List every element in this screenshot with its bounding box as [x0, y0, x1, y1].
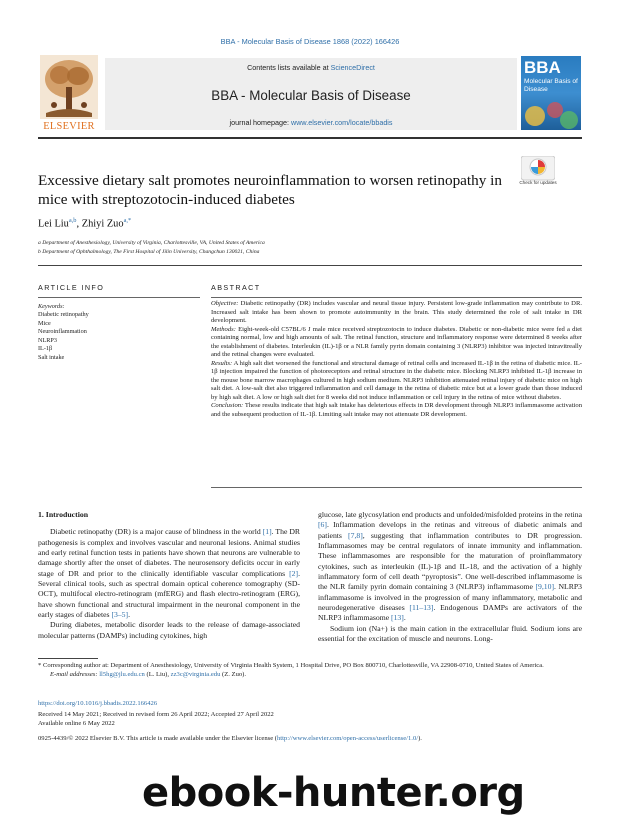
article-info-divider: [38, 297, 200, 298]
methods-text: Eight-week-old C57BL/6 J male mice received streptozotocin to induce diabetes. Diabetic or non-diabetic mice were fed a diet containing normal, low and high amounts of salt. The retinal function, structure and inflammatory response were determined 8 weeks after the establishment of diabetes. Interleukin (IL)-1β or a NLR family pyrin domain containing 3 (NLRP3) inhibitor was injected intravitreally and the retinal changes were evaluated.: [211, 325, 582, 358]
methods-label: Methods:: [211, 325, 236, 333]
received-dates: Received 14 May 2021; Received in revised form 26 April 2022; Accepted 27 April 2022: [38, 711, 274, 718]
introduction-heading: 1. Introduction: [38, 510, 89, 519]
article-info-heading: ARTICLE INFO: [38, 283, 105, 292]
keyword: IL-1β: [38, 345, 53, 353]
license-text: ).: [418, 735, 422, 742]
body-text: . Endogenous DAMPs are activators of the NLRP3 inflammasome: [318, 603, 582, 623]
elsevier-wordmark: ELSEVIER: [43, 121, 95, 132]
objective-label: Objective:: [211, 300, 239, 307]
abstract-objective: [211, 300, 582, 326]
corresponding-author-note: * Corresponding author at: Department of Anesthesiology, University of Virginia Health System, 1 Hospital Drive, PO Box 800710, Charlottesville, VA 22908-0710, United States of America.: [38, 662, 544, 669]
body-text: . Inflammation develops in the retinas and vitreous of diabetic animals and patients: [318, 520, 582, 540]
available-date: Available online 6 May 2022: [38, 719, 115, 727]
body-text: . The DR pathogenesis is complex and involves vascular and neuronal lesions. Animal studies and early retinal function tests in patients have shown that neurons are vulnerable to damage shortly after the onset of diabetes. The neurosensory deficits occur in early stage of DR and prior to the clinically identifiable vascular complications: [38, 527, 300, 578]
abstract-heading: ABSTRACT: [211, 283, 261, 292]
keyword: Salt intake: [38, 353, 65, 361]
email-owner: (Z. Zuo).: [220, 670, 247, 678]
body-text: . NLRP3 inflammasome is involved in the progression of many inflammatory, metabolic and neurodegenerative diseases: [318, 582, 582, 613]
citation-link[interactable]: [9,10]: [535, 582, 555, 592]
body-text: .: [128, 610, 131, 620]
author-affil-mark[interactable]: a,b: [68, 217, 77, 224]
abstract-conclusion: [211, 402, 582, 419]
author-name: Lei Liu: [38, 218, 69, 230]
body-text: Diabetic retinopathy (DR) is a major cause of blindness in the world: [50, 527, 263, 537]
keyword: Diabetic retinopathy: [38, 311, 89, 318]
affiliation-a: a Department of Anesthesiology, University of Virginia, Charlottesville, VA, United States of America: [38, 240, 265, 246]
intro-paragraph-1: [38, 527, 300, 620]
elsevier-tree-logo: [40, 55, 98, 131]
contents-prefix: Contents lists available at: [247, 63, 331, 72]
keywords-list: [38, 311, 89, 363]
license-text: 0925-4439/© 2022 Elsevier B.V. This article is made available under the Elsevier license (: [38, 735, 277, 742]
journal-title: BBA - Molecular Basis of Disease: [211, 88, 411, 103]
citation-link[interactable]: [11–13]: [409, 603, 434, 613]
body-text: .: [403, 613, 406, 623]
footnote: [38, 662, 582, 679]
license-link[interactable]: http://www.elsevier.com/open-access/userlicense/1.0/: [276, 735, 419, 742]
journal-cover-thumbnail[interactable]: [521, 56, 581, 130]
body-text: , suggesting that inflammation contributes to DR progression. Inflammasomes may be central regulators of innate immunity and inflammation. These inflammasomes are responsible for the maturation of proinflammatory cytokines, such as interleukin (IL)-1β and IL-18, and the activation of a highly inflammatory form of cell death “pyroptosis”. One well-described inflammasome is the NLR family pyrin domain containing 3 (NLRP3) inflammasome: [318, 530, 582, 592]
license-line: [38, 735, 422, 742]
email-line: [38, 671, 582, 680]
citation-link[interactable]: [7,8]: [348, 530, 363, 540]
body-left-column: [38, 510, 300, 641]
results-text: A high salt diet worsened the functional and structural damage of retinal cells and increased IL-1β in the retina of diabetic mice. IL-1β injection impaired the function of photoreceptors and retinal structure in the diabetic mice. Blocking NLRP3 inhibited IL-1β increase in the mouse bone marrow macrophages cultured in high sodium medium. NLRP3 inhibition attenuated retinal injury of diabetic mice on high salt diet. A low-salt diet also triggered inflammation and cell damage in the retina of diabetic mice but at a lower grade than those induced by high salt diet. A low or high salt diet for 8 weeks did not induce inflammation or cell injury in the retina of mice without diabetes.: [211, 359, 582, 401]
keyword: Mice: [38, 319, 51, 327]
sciencedirect-link[interactable]: ScienceDirect: [330, 63, 375, 72]
homepage-line: [105, 118, 517, 127]
keywords-label: Keywords:: [38, 303, 65, 310]
author-separator: ,: [76, 218, 82, 230]
homepage-prefix: journal homepage:: [229, 118, 292, 127]
body-text: glucose, late glycosylation end products and unfolded/misfolded proteins in the retina: [318, 510, 582, 519]
abstract-text: [211, 300, 582, 419]
citation-link[interactable]: [3–5]: [111, 610, 129, 620]
body-right-column: [318, 510, 582, 644]
cover-artwork: [521, 96, 581, 130]
author-list: [38, 217, 131, 229]
abstract-methods: [211, 326, 582, 360]
check-for-updates-label[interactable]: Check for updates: [519, 180, 557, 185]
citation-link[interactable]: [1]: [262, 527, 272, 537]
header-divider: [38, 137, 582, 139]
intro-paragraph-3: Sodium ion (Na+) is the main cation in the extracellular fluid. Sodium ions are essential for the excitation of muscle and neurons. Long-: [318, 623, 582, 644]
abstract-results: [211, 360, 582, 403]
keyword: Neuroinflammation: [38, 328, 87, 336]
title-divider: [38, 265, 582, 266]
cover-subtitle: Molecular Basis of Disease: [524, 78, 578, 93]
objective-text: Diabetic retinopathy (DR) includes vascular and neural tissue injury. Persistent low-grade inflammation may contribute to DR. Increased salt intake has been shown to promote autoimmunity in the brain. This study determined the role of salt intake in DR development.: [211, 300, 582, 324]
conclusion-text: These results indicate that high salt intake has deleterious effects in DR development through NLRP3 inflammasome activation and the subsequent production of IL-1β. Limiting salt intake may not attenuate DR development.: [211, 402, 582, 418]
citation-link[interactable]: [13]: [391, 613, 404, 623]
email-owner: (L. Liu),: [144, 670, 171, 678]
body-text: . Several clinical tools, such as spectral domain optical coherence tomography (SD-OCT), multifocal electro-retinogram (mfERG) and flash electro-retinogram (ERG), have shown functional and structural impairment in the neuronal component in the early stages of diabetes: [38, 568, 300, 620]
cover-title: BBA: [524, 58, 561, 77]
author-affil-mark[interactable]: a,*: [123, 217, 132, 224]
journal-reference[interactable]: BBA - Molecular Basis of Disease 1868 (2022) 166426: [220, 37, 400, 46]
watermark: ebook-hunter.org: [142, 770, 525, 816]
conclusion-label: Conclusion:: [211, 402, 244, 409]
email-label: E-mail addresses:: [50, 670, 100, 678]
citation-link[interactable]: [2]: [289, 568, 299, 578]
contents-line: [105, 63, 517, 72]
email-link[interactable]: zz3c@virginia.edu: [170, 670, 221, 678]
author-name: Zhiyi Zuo: [81, 218, 124, 230]
email-link[interactable]: ll5hg@jlu.edu.cn: [99, 670, 145, 678]
footnote-divider: [38, 658, 98, 659]
citation-link[interactable]: [6]: [318, 520, 327, 530]
intro-paragraph-2: During diabetes, metabolic disorder leads to the release of damage-associated molecular patterns (DAMPs) including cytokines, high: [38, 620, 300, 640]
publication-dates: [38, 711, 274, 729]
article-title: Excessive dietary salt promotes neuroinflammation to worsen retinopathy in mice with streptozotocin-induced diabetes: [38, 172, 502, 208]
intro-paragraph-2-cont: [318, 510, 582, 624]
abstract-divider: [211, 297, 582, 298]
keyword: NLRP3: [38, 336, 57, 344]
affiliation-b: b Department of Ophthalmology, The First Hospital of Jilin University, Changchun 130021, China: [38, 249, 260, 255]
abstract-bottom-divider: [211, 487, 582, 488]
homepage-link[interactable]: www.elsevier.com/locate/bbadis: [291, 118, 393, 127]
results-label: Results:: [211, 359, 233, 367]
doi-link[interactable]: https://doi.org/10.1016/j.bbadis.2022.166426: [38, 700, 158, 707]
